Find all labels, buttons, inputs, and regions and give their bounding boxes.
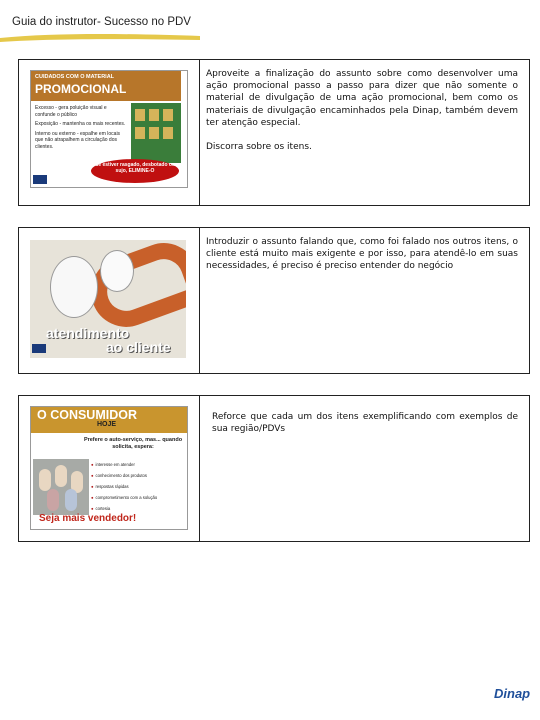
slide-promocional [30,70,188,188]
slide-bullet: ● interesse em atender [91,459,187,470]
dinap-mini-logo [32,344,46,353]
slide-bullet: Exposição - mantenha os mais recentes. [35,121,126,127]
slide-title: O CONSUMIDOR [37,408,137,422]
dinap-logo [490,682,536,716]
slide-consumidor [30,406,188,530]
slide-lead: Prefere o auto-serviço, mas... quando solicita, espera: [83,437,183,450]
consumers-illustration [33,459,89,515]
dinap-logo-text: Dinap [494,686,531,701]
slide-thumbnail-cell [19,228,200,373]
header-swoosh [0,30,200,44]
slide-caption: CUIDADOS COM O MATERIAL [35,74,115,80]
store-photo [131,103,181,163]
notes-paragraph: Introduzir o assunto falando que, como foi falado nos outros itens, o cliente está muito mais exigente e por isso, para atendê-lo em suas necessidades, é preciso é preciso entender do negócio [206,237,518,272]
mask-face-graphic [100,250,134,292]
slide-row-2 [18,227,530,374]
notes-paragraph: Reforce que cada um dos itens exemplificando com exemplos de sua região/PDVs [212,412,518,435]
slide-header-band [31,407,187,433]
slide-row-3 [18,395,530,542]
slide-thumbnail-cell [19,60,200,205]
slide-atendimento [30,240,186,358]
slide-bullet: Excesso - gera poluição visual e confunde o público [35,105,107,118]
warning-badge: Se estiver rasgado, desbotado ou sujo, ELIMINE-O [91,159,179,183]
slide-bullet: ● conhecimento dos produtos [91,470,187,481]
slide-call-to-action: Seja mais vendedor! [39,513,137,524]
slide-title: PROMOCIONAL [35,82,127,96]
slide-subtitle: HOJE [97,421,117,428]
slide-title-line: ao cliente [106,339,171,355]
notes-paragraph: Discorra sobre os itens. [206,142,312,153]
dinap-mini-logo [33,175,47,184]
slide-header-band [31,71,181,101]
instructor-notes [212,411,518,447]
instructor-notes [206,68,518,165]
slide-thumbnail-cell [19,396,200,541]
slide-bullet: ● cortesia [91,503,187,514]
slide-bullet: ● comprometimento com a solução [91,492,187,503]
instructor-notes [206,236,518,285]
notes-paragraph: Aproveite a finalização do assunto sobre como desenvolver uma ação promocional passo a passo para dizer que não somente o material de divulgação de uma ação promocional, bem como os materiais de divulgação encaminhados pela Dinap, também devem ter atenção especial. [206,69,518,128]
slide-bullet: ● respostas rápidas [91,481,187,492]
header-title: Guia do instrutor- Sucesso no PDV [12,16,191,28]
slide-bullet-list [91,459,187,514]
slide-bullet: Interno ou externo - espalhe em locais que não atrapalhem a circulação dos clientes. [35,130,121,150]
slide-bullet-list [35,105,127,153]
page-header [0,0,540,44]
slide-title-line: atendimento [46,325,130,341]
mask-face-graphic [50,256,98,318]
slide-title [46,326,171,354]
slide-row-1 [18,59,530,206]
